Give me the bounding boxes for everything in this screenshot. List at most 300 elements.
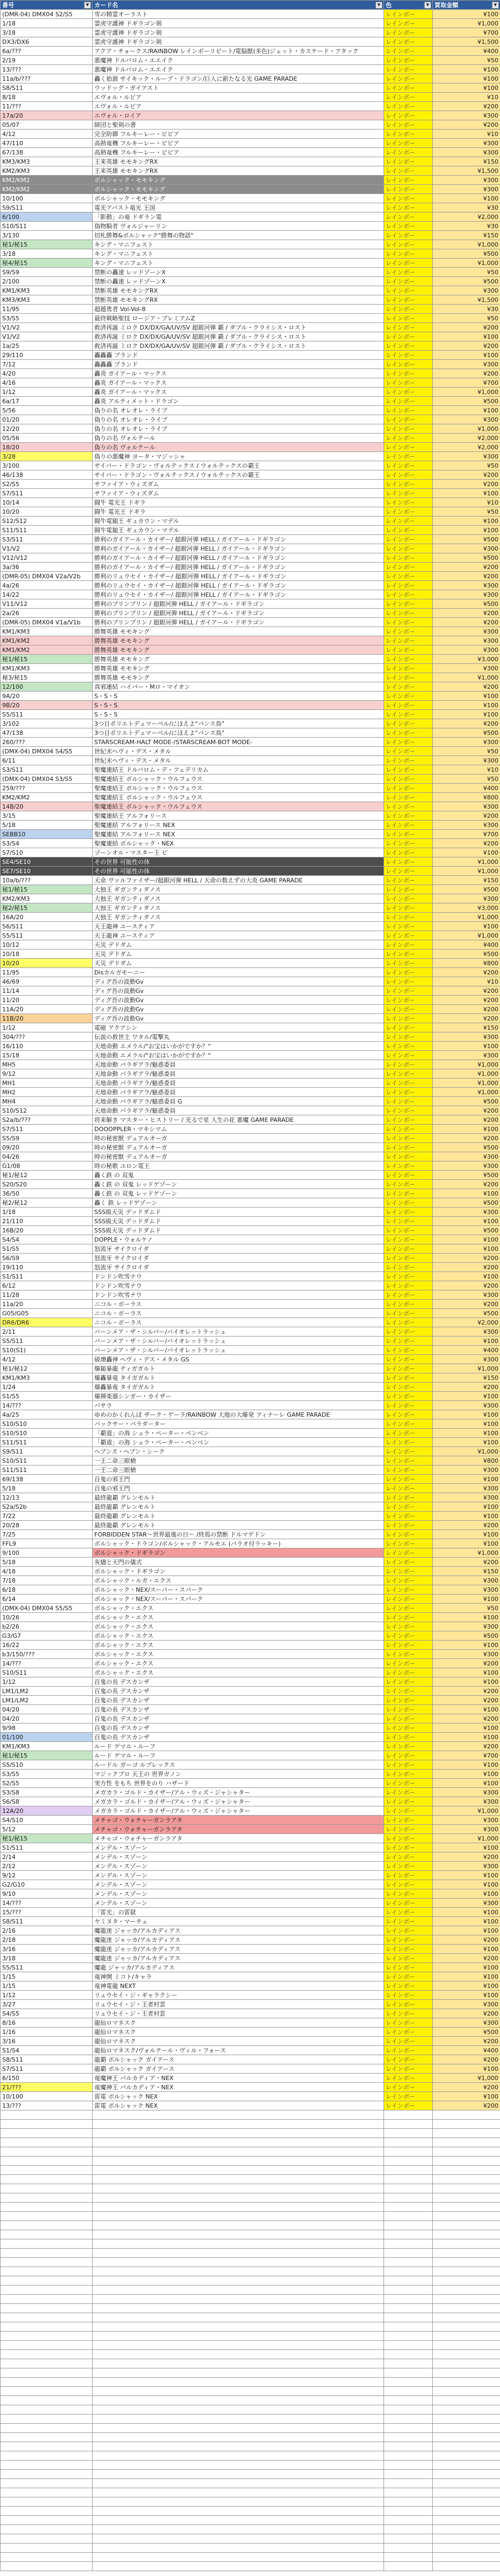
card-number-cell[interactable]: S10/S10: [1, 1419, 93, 1429]
price-cell[interactable]: ¥100: [433, 489, 500, 498]
price-cell[interactable]: ¥100: [433, 1530, 500, 1539]
rarity-cell[interactable]: レインボー: [384, 1097, 433, 1106]
card-number-cell[interactable]: 9/98: [1, 1723, 93, 1733]
rarity-cell[interactable]: レインボー: [384, 1668, 433, 1677]
card-number-cell[interactable]: 4a/26: [1, 581, 93, 590]
price-cell[interactable]: ¥200: [433, 2009, 500, 2018]
card-name-cell[interactable]: 龍覇 ボルシャック ガイアース: [93, 2055, 384, 2064]
price-cell[interactable]: ¥100: [433, 1705, 500, 1714]
empty-cell[interactable]: [384, 2129, 433, 2138]
price-cell[interactable]: ¥500: [433, 1171, 500, 1180]
card-number-cell[interactable]: 11a/b/???: [1, 74, 93, 83]
rarity-cell[interactable]: レインボー: [384, 194, 433, 203]
rarity-cell[interactable]: レインボー: [384, 148, 433, 157]
card-number-cell[interactable]: 秘1/秘15: [1, 1751, 93, 1760]
card-name-cell[interactable]: 勝舞英雄 モモキング: [93, 655, 384, 664]
card-number-cell[interactable]: KM1/KM3: [1, 627, 93, 636]
rarity-cell[interactable]: レインボー: [384, 1060, 433, 1069]
card-name-cell[interactable]: 聖魔連結王 ボルシャック・ウルフェウス: [93, 774, 384, 784]
card-number-cell[interactable]: 4/18: [1, 1567, 93, 1576]
rarity-cell[interactable]: レインボー: [384, 1005, 433, 1014]
price-cell[interactable]: ¥700: [433, 830, 500, 839]
card-name-cell[interactable]: メガカラ・ゴルド・カイザー/アル・ウィズ・ジャシャター: [93, 1797, 384, 1806]
empty-cell[interactable]: [433, 2488, 500, 2497]
card-name-cell[interactable]: 3つ目ポリエトデュマーベル/にほえよ"パンス鳥": [93, 728, 384, 738]
card-name-cell[interactable]: バーンメア・ザ・シルバー/バイオレットラッシュ: [93, 1346, 384, 1355]
empty-cell[interactable]: [93, 2110, 384, 2120]
rarity-cell[interactable]: レインボー: [384, 1272, 433, 1281]
card-number-cell[interactable]: 2/12: [1, 1862, 93, 1871]
card-name-cell[interactable]: 雪の精霊オーラスト: [93, 10, 384, 19]
price-cell[interactable]: ¥100: [433, 1889, 500, 1899]
card-number-cell[interactable]: 3/15: [1, 811, 93, 821]
card-number-cell[interactable]: 7/18: [1, 1576, 93, 1585]
empty-cell[interactable]: [1, 2479, 93, 2488]
price-cell[interactable]: ¥200: [433, 1558, 500, 1567]
card-number-cell[interactable]: S11/S11: [1, 1438, 93, 1447]
rarity-cell[interactable]: レインボー: [384, 1208, 433, 1217]
card-name-cell[interactable]: 時の秘歌 ユロン電王: [93, 1161, 384, 1171]
card-name-cell[interactable]: 超越勇者 Vol-Vol-8: [93, 305, 384, 314]
card-name-cell[interactable]: メガカラ・ゴルド・カイザー/アル・ウィズ・ジャシャター: [93, 1788, 384, 1797]
price-cell[interactable]: ¥100: [433, 1502, 500, 1512]
empty-cell[interactable]: [1, 2295, 93, 2304]
price-cell[interactable]: ¥500: [433, 1198, 500, 1208]
card-name-cell[interactable]: 王来英雄 モモキングRX: [93, 157, 384, 166]
empty-cell[interactable]: [384, 2304, 433, 2313]
card-number-cell[interactable]: S10/S11: [1, 222, 93, 231]
empty-cell[interactable]: [433, 2396, 500, 2405]
empty-cell[interactable]: [384, 2212, 433, 2221]
rarity-cell[interactable]: レインボー: [384, 526, 433, 535]
card-number-cell[interactable]: (DMR-04) DMX04 S2/S5: [1, 10, 93, 19]
card-number-cell[interactable]: KM2/KM3: [1, 166, 93, 176]
empty-cell[interactable]: [1, 2129, 93, 2138]
card-name-cell[interactable]: 雷電 ボルシャック NEX: [93, 2092, 384, 2101]
card-number-cell[interactable]: 10/100: [1, 194, 93, 203]
rarity-cell[interactable]: レインボー: [384, 1677, 433, 1687]
price-cell[interactable]: ¥100: [433, 710, 500, 719]
card-name-cell[interactable]: 闘牛電鎚王 ギュカウン・マデル: [93, 526, 384, 535]
price-cell[interactable]: ¥300: [433, 1797, 500, 1806]
price-cell[interactable]: ¥100: [433, 922, 500, 931]
card-number-cell[interactable]: 10/20: [1, 507, 93, 517]
rarity-cell[interactable]: レインボー: [384, 1981, 433, 1991]
price-cell[interactable]: ¥100: [433, 517, 500, 526]
price-cell[interactable]: ¥200: [433, 1300, 500, 1309]
card-number-cell[interactable]: 12/13: [1, 1493, 93, 1502]
card-name-cell[interactable]: メガカラ・ゴルド・カイザー/アル・ウィズ・ジャシャター: [93, 1806, 384, 1816]
card-name-cell[interactable]: エヴォル・ロイア: [93, 111, 384, 120]
rarity-cell[interactable]: レインボー: [384, 590, 433, 599]
price-cell[interactable]: ¥300: [433, 581, 500, 590]
price-cell[interactable]: ¥300: [433, 802, 500, 811]
price-cell[interactable]: ¥10: [433, 977, 500, 986]
price-cell[interactable]: ¥500: [433, 950, 500, 959]
rarity-cell[interactable]: レインボー: [384, 710, 433, 719]
empty-cell[interactable]: [1, 2516, 93, 2525]
empty-cell[interactable]: [93, 2221, 384, 2230]
empty-cell[interactable]: [93, 2451, 384, 2461]
card-number-cell[interactable]: 9/10: [1, 1889, 93, 1899]
card-number-cell[interactable]: S7/S11: [1, 1125, 93, 1134]
card-name-cell[interactable]: 怒流牙 サイクロイダ: [93, 1244, 384, 1254]
price-cell[interactable]: ¥300: [433, 1290, 500, 1300]
rarity-cell[interactable]: レインボー: [384, 1134, 433, 1143]
empty-cell[interactable]: [93, 2405, 384, 2414]
price-cell[interactable]: ¥100: [433, 2064, 500, 2074]
rarity-cell[interactable]: レインボー: [384, 876, 433, 885]
rarity-cell[interactable]: レインボー: [384, 341, 433, 351]
rarity-cell[interactable]: レインボー: [384, 673, 433, 682]
rarity-cell[interactable]: レインボー: [384, 544, 433, 553]
rarity-cell[interactable]: レインボー: [384, 811, 433, 821]
card-number-cell[interactable]: 01/100: [1, 1733, 93, 1742]
card-number-cell[interactable]: 10a/b/???: [1, 876, 93, 885]
card-name-cell[interactable]: 百鬼の長 デスカンザ: [93, 1705, 384, 1714]
rarity-cell[interactable]: レインボー: [384, 185, 433, 194]
price-cell[interactable]: ¥1,000: [433, 931, 500, 940]
rarity-cell[interactable]: レインボー: [384, 1088, 433, 1097]
empty-cell[interactable]: [433, 2451, 500, 2461]
card-name-cell[interactable]: ウッドッグ・ガイアスト: [93, 83, 384, 93]
rarity-cell[interactable]: レインボー: [384, 728, 433, 738]
price-cell[interactable]: ¥200: [433, 1383, 500, 1392]
rarity-cell[interactable]: レインボー: [384, 480, 433, 489]
price-cell[interactable]: ¥1,000: [433, 867, 500, 876]
rarity-cell[interactable]: レインボー: [384, 1484, 433, 1493]
rarity-cell[interactable]: レインボー: [384, 1143, 433, 1152]
card-number-cell[interactable]: 15/???: [1, 1908, 93, 1917]
card-name-cell[interactable]: DOOOPPLER・マキシマム: [93, 1125, 384, 1134]
empty-cell[interactable]: [384, 2507, 433, 2516]
card-number-cell[interactable]: S5/S11: [1, 1337, 93, 1346]
rarity-cell[interactable]: レインボー: [384, 1512, 433, 1521]
card-number-cell[interactable]: 260/???: [1, 738, 93, 747]
price-cell[interactable]: ¥400: [433, 1346, 500, 1355]
empty-cell[interactable]: [93, 2230, 384, 2239]
rarity-cell[interactable]: レインボー: [384, 1687, 433, 1696]
empty-cell[interactable]: [93, 2424, 384, 2433]
empty-cell[interactable]: [1, 2424, 93, 2433]
card-name-cell[interactable]: ゆめのかくれんぼ ザーク・ゲーラ/RAINBOW 大地の大爆発 フィナーレ GAME PARADE: [93, 1410, 384, 1419]
price-cell[interactable]: ¥100: [433, 1042, 500, 1051]
rarity-cell[interactable]: レインボー: [384, 1585, 433, 1594]
empty-cell[interactable]: [384, 2497, 433, 2507]
rarity-cell[interactable]: レインボー: [384, 821, 433, 830]
card-number-cell[interactable]: 6a/???: [1, 47, 93, 56]
card-number-cell[interactable]: LM1/LM2: [1, 1696, 93, 1705]
card-number-cell[interactable]: 10/12: [1, 940, 93, 950]
card-number-cell[interactable]: 9A/20: [1, 692, 93, 701]
rarity-cell[interactable]: レインボー: [384, 1935, 433, 1945]
empty-cell[interactable]: [384, 2286, 433, 2295]
price-cell[interactable]: ¥1,000: [433, 1548, 500, 1558]
empty-cell[interactable]: [384, 2249, 433, 2258]
price-cell[interactable]: ¥200: [433, 341, 500, 351]
empty-cell[interactable]: [433, 2184, 500, 2193]
card-number-cell[interactable]: S5/S11: [1, 1963, 93, 1972]
card-name-cell[interactable]: 大独王 ギガンティダノス: [93, 913, 384, 922]
rarity-cell[interactable]: レインボー: [384, 1751, 433, 1760]
price-cell[interactable]: ¥200: [433, 609, 500, 618]
price-cell[interactable]: ¥2,000: [433, 1318, 500, 1327]
filter-dropdown-icon[interactable]: ▼: [424, 2, 431, 9]
price-cell[interactable]: ¥100: [433, 1945, 500, 1954]
rarity-cell[interactable]: レインボー: [384, 1337, 433, 1346]
card-number-cell[interactable]: 3a/36: [1, 563, 93, 572]
card-name-cell[interactable]: 雷電 ボルシャック NEX: [93, 2101, 384, 2110]
card-number-cell[interactable]: 6/12: [1, 1281, 93, 1290]
rarity-cell[interactable]: レインボー: [384, 424, 433, 434]
rarity-cell[interactable]: レインボー: [384, 1650, 433, 1659]
empty-cell[interactable]: [93, 2193, 384, 2203]
card-number-cell[interactable]: S8/S11: [1, 83, 93, 93]
card-name-cell[interactable]: 勝利のガイアール・カイザー/ 超銀河弾 HELL / ガイアール・ドギラゴン: [93, 553, 384, 563]
empty-cell[interactable]: [93, 2267, 384, 2276]
rarity-cell[interactable]: レインボー: [384, 959, 433, 968]
price-cell[interactable]: ¥500: [433, 553, 500, 563]
card-name-cell[interactable]: 百鬼の長 デスカンザ: [93, 1714, 384, 1723]
card-number-cell[interactable]: 2/16: [1, 1926, 93, 1935]
card-name-cell[interactable]: ドンドン吹雪ナウ: [93, 1290, 384, 1300]
empty-cell[interactable]: [93, 2534, 384, 2543]
empty-cell[interactable]: [93, 2166, 384, 2175]
rarity-cell[interactable]: レインボー: [384, 885, 433, 894]
rarity-cell[interactable]: レインボー: [384, 1954, 433, 1963]
card-name-cell[interactable]: ディグ吾の波動Gv: [93, 977, 384, 986]
rarity-cell[interactable]: レインボー: [384, 572, 433, 581]
card-number-cell[interactable]: 10/100: [1, 2092, 93, 2101]
rarity-cell[interactable]: レインボー: [384, 1180, 433, 1189]
price-cell[interactable]: ¥2,000: [433, 212, 500, 222]
empty-cell[interactable]: [384, 2295, 433, 2304]
card-name-cell[interactable]: 時の秘密獣 デュアルオーガ: [93, 1152, 384, 1161]
card-name-cell[interactable]: 龍覇 ボルシャック ガイアース: [93, 2064, 384, 2074]
card-number-cell[interactable]: V1/V2: [1, 332, 93, 341]
card-name-cell[interactable]: バサラ: [93, 1401, 384, 1410]
price-cell[interactable]: ¥1,000: [433, 1079, 500, 1088]
card-name-cell[interactable]: 霊虎守護神 ドギラゴン剣: [93, 19, 384, 28]
rarity-cell[interactable]: レインボー: [384, 323, 433, 332]
card-name-cell[interactable]: 禁断の轟速 レッドゾーンX: [93, 268, 384, 277]
card-number-cell[interactable]: 21/110: [1, 1217, 93, 1226]
empty-cell[interactable]: [1, 2258, 93, 2267]
card-number-cell[interactable]: 2/11: [1, 1327, 93, 1337]
empty-cell[interactable]: [384, 2553, 433, 2562]
card-name-cell[interactable]: 百鬼の長 デスカンザ: [93, 1696, 384, 1705]
card-name-cell[interactable]: 龍仙ロマネスク: [93, 2018, 384, 2028]
card-name-cell[interactable]: 天地命動 パラギアラ/魅惑委員: [93, 1106, 384, 1115]
price-cell[interactable]: ¥100: [433, 1677, 500, 1687]
rarity-cell[interactable]: レインボー: [384, 719, 433, 728]
price-cell[interactable]: ¥300: [433, 1152, 500, 1161]
card-number-cell[interactable]: 3/100: [1, 461, 93, 470]
price-cell[interactable]: ¥50: [433, 461, 500, 470]
rarity-cell[interactable]: レインボー: [384, 1042, 433, 1051]
rarity-cell[interactable]: レインボー: [384, 507, 433, 517]
card-number-cell[interactable]: S8/S11: [1, 1917, 93, 1926]
price-cell[interactable]: ¥100: [433, 1235, 500, 1244]
card-number-cell[interactable]: 11B/20: [1, 1014, 93, 1023]
price-cell[interactable]: ¥500: [433, 2028, 500, 2037]
price-cell[interactable]: ¥1,000: [433, 1060, 500, 1069]
price-cell[interactable]: ¥300: [433, 894, 500, 903]
price-cell[interactable]: ¥200: [433, 1134, 500, 1143]
price-cell[interactable]: ¥200: [433, 1696, 500, 1705]
card-number-cell[interactable]: 秘3/秘15: [1, 673, 93, 682]
price-cell[interactable]: ¥150: [433, 1567, 500, 1576]
rarity-cell[interactable]: レインボー: [384, 1806, 433, 1816]
rarity-cell[interactable]: レインボー: [384, 784, 433, 793]
rarity-cell[interactable]: レインボー: [384, 231, 433, 240]
price-cell[interactable]: ¥1,000: [433, 259, 500, 268]
card-name-cell[interactable]: バーンメア・ザ・シルバー/バイオレットラッシュ: [93, 1327, 384, 1337]
price-cell[interactable]: ¥300: [433, 176, 500, 185]
empty-cell[interactable]: [1, 2110, 93, 2120]
price-cell[interactable]: ¥300: [433, 627, 500, 636]
card-number-cell[interactable]: V1/V2: [1, 323, 93, 332]
card-name-cell[interactable]: バーンメア・ザ・シルバー/バイオレットラッシュ: [93, 1337, 384, 1346]
card-number-cell[interactable]: 1/18: [1, 1208, 93, 1217]
card-name-cell[interactable]: 龍仙ロマネスク: [93, 2037, 384, 2046]
card-number-cell[interactable]: 16/110: [1, 1042, 93, 1051]
card-number-cell[interactable]: 04/26: [1, 1152, 93, 1161]
card-name-cell[interactable]: ボルシャック・ドギラゴン: [93, 1548, 384, 1558]
rarity-cell[interactable]: レインボー: [384, 1770, 433, 1779]
rarity-cell[interactable]: レインボー: [384, 517, 433, 526]
card-number-cell[interactable]: 7/12: [1, 360, 93, 369]
card-name-cell[interactable]: 天命 ヴァルファイザー/超銀河弾 HELL / 天命の数えずの大炎 GAME PARADE: [93, 876, 384, 885]
card-name-cell[interactable]: サファイア・ウィズダム: [93, 489, 384, 498]
empty-cell[interactable]: [384, 2414, 433, 2424]
card-name-cell[interactable]: ボルシャック・エクス: [93, 1613, 384, 1622]
empty-cell[interactable]: [93, 2286, 384, 2295]
rarity-cell[interactable]: レインボー: [384, 277, 433, 286]
price-cell[interactable]: ¥1,000: [433, 1447, 500, 1456]
rarity-cell[interactable]: レインボー: [384, 1816, 433, 1825]
rarity-cell[interactable]: レインボー: [384, 1171, 433, 1180]
rarity-cell[interactable]: レインボー: [384, 1189, 433, 1198]
card-name-cell[interactable]: 聖魔連結 アルフォリース NEX: [93, 830, 384, 839]
price-cell[interactable]: ¥200: [433, 323, 500, 332]
card-number-cell[interactable]: 1/24: [1, 1383, 93, 1392]
price-cell[interactable]: ¥500: [433, 535, 500, 544]
empty-cell[interactable]: [93, 2442, 384, 2451]
empty-cell[interactable]: [1, 2166, 93, 2175]
price-cell[interactable]: ¥300: [433, 2018, 500, 2028]
price-cell[interactable]: ¥200: [433, 1281, 500, 1290]
card-number-cell[interactable]: 05/07: [1, 120, 93, 130]
empty-cell[interactable]: [384, 2258, 433, 2267]
card-number-cell[interactable]: 6/11: [1, 756, 93, 765]
rarity-cell[interactable]: レインボー: [384, 249, 433, 259]
empty-cell[interactable]: [1, 2525, 93, 2534]
card-number-cell[interactable]: 5/18: [1, 1484, 93, 1493]
rarity-cell[interactable]: レインボー: [384, 1051, 433, 1060]
rarity-cell[interactable]: レインボー: [384, 1438, 433, 1447]
empty-cell[interactable]: [93, 2396, 384, 2405]
card-name-cell[interactable]: メンデル・スゾーン: [93, 1880, 384, 1889]
card-number-cell[interactable]: 8/18: [1, 93, 93, 102]
card-name-cell[interactable]: キング・マニフェスト: [93, 249, 384, 259]
empty-cell[interactable]: [433, 2543, 500, 2553]
empty-cell[interactable]: [1, 2414, 93, 2424]
empty-cell[interactable]: [433, 2497, 500, 2507]
card-number-cell[interactable]: 29/110: [1, 351, 93, 360]
empty-cell[interactable]: [93, 2239, 384, 2249]
card-number-cell[interactable]: 4/12: [1, 1355, 93, 1364]
rarity-cell[interactable]: レインボー: [384, 1760, 433, 1770]
rarity-cell[interactable]: レインボー: [384, 93, 433, 102]
rarity-cell[interactable]: レインボー: [384, 1392, 433, 1401]
price-cell[interactable]: ¥300: [433, 1465, 500, 1475]
card-name-cell[interactable]: アクア・チョークス/RAINBOW レインボーリピート/電脳獣(多色)ジェット・カスケード・アタック: [93, 47, 384, 56]
rarity-cell[interactable]: レインボー: [384, 1613, 433, 1622]
rarity-cell[interactable]: レインボー: [384, 1254, 433, 1263]
empty-cell[interactable]: [433, 2350, 500, 2359]
price-cell[interactable]: ¥300: [433, 1862, 500, 1871]
rarity-cell[interactable]: レインボー: [384, 1263, 433, 1272]
card-name-cell[interactable]: 聖魔連結王 アルフォリース: [93, 811, 384, 821]
card-number-cell[interactable]: 20/28: [1, 1521, 93, 1530]
card-name-cell[interactable]: メンデル・スゾーン: [93, 1862, 384, 1871]
price-cell[interactable]: ¥30: [433, 203, 500, 212]
empty-cell[interactable]: [93, 2313, 384, 2322]
rarity-cell[interactable]: レインボー: [384, 627, 433, 636]
card-name-cell[interactable]: 天地命動 パラギアラ/魅惑委員: [93, 1079, 384, 1088]
rarity-cell[interactable]: レインボー: [384, 1106, 433, 1115]
empty-cell[interactable]: [384, 2405, 433, 2414]
card-name-cell[interactable]: 轟く鉄 の 双鬼: [93, 1171, 384, 1180]
card-number-cell[interactable]: 3/102: [1, 719, 93, 728]
empty-cell[interactable]: [384, 2461, 433, 2470]
header-card-name[interactable]: [93, 1, 384, 10]
price-cell[interactable]: ¥150: [433, 157, 500, 166]
card-number-cell[interactable]: S1/S11: [1, 1843, 93, 1852]
card-name-cell[interactable]: ボルシャック・エクス: [93, 1622, 384, 1631]
price-cell[interactable]: ¥200: [433, 839, 500, 848]
card-name-cell[interactable]: 一王二命三眼槍: [93, 1465, 384, 1475]
price-cell[interactable]: ¥500: [433, 1097, 500, 1106]
rarity-cell[interactable]: レインボー: [384, 903, 433, 913]
price-cell[interactable]: ¥500: [433, 885, 500, 894]
empty-cell[interactable]: [433, 2332, 500, 2341]
card-number-cell[interactable]: S7/S11: [1, 2064, 93, 2074]
empty-cell[interactable]: [1, 2405, 93, 2414]
card-number-cell[interactable]: S3/S5: [1, 1770, 93, 1779]
card-number-cell[interactable]: 秘1/秘12: [1, 1171, 93, 1180]
card-name-cell[interactable]: 爆轟暴竜 タイガガルト: [93, 1373, 384, 1383]
card-number-cell[interactable]: S5/S11: [1, 931, 93, 940]
card-number-cell[interactable]: 秘1/秘15: [1, 240, 93, 249]
card-name-cell[interactable]: 時の秘密獣 デュアルオーガ: [93, 1143, 384, 1152]
price-cell[interactable]: ¥100: [433, 1972, 500, 1981]
card-name-cell[interactable]: エヴォル・ルビア: [93, 102, 384, 111]
empty-cell[interactable]: [93, 2120, 384, 2129]
price-cell[interactable]: ¥500: [433, 277, 500, 286]
card-number-cell[interactable]: 2/18: [1, 1935, 93, 1945]
card-name-cell[interactable]: 最終龍覇 グレンモルト: [93, 1493, 384, 1502]
empty-cell[interactable]: [384, 2276, 433, 2286]
empty-cell[interactable]: [433, 2138, 500, 2147]
card-name-cell[interactable]: 轟く鉄 の 双鬼 レッドゲゾーン: [93, 1189, 384, 1198]
price-cell[interactable]: ¥1,500: [433, 37, 500, 47]
price-cell[interactable]: ¥200: [433, 480, 500, 489]
empty-cell[interactable]: [93, 2129, 384, 2138]
price-cell[interactable]: ¥300: [433, 452, 500, 461]
empty-cell[interactable]: [433, 2322, 500, 2332]
